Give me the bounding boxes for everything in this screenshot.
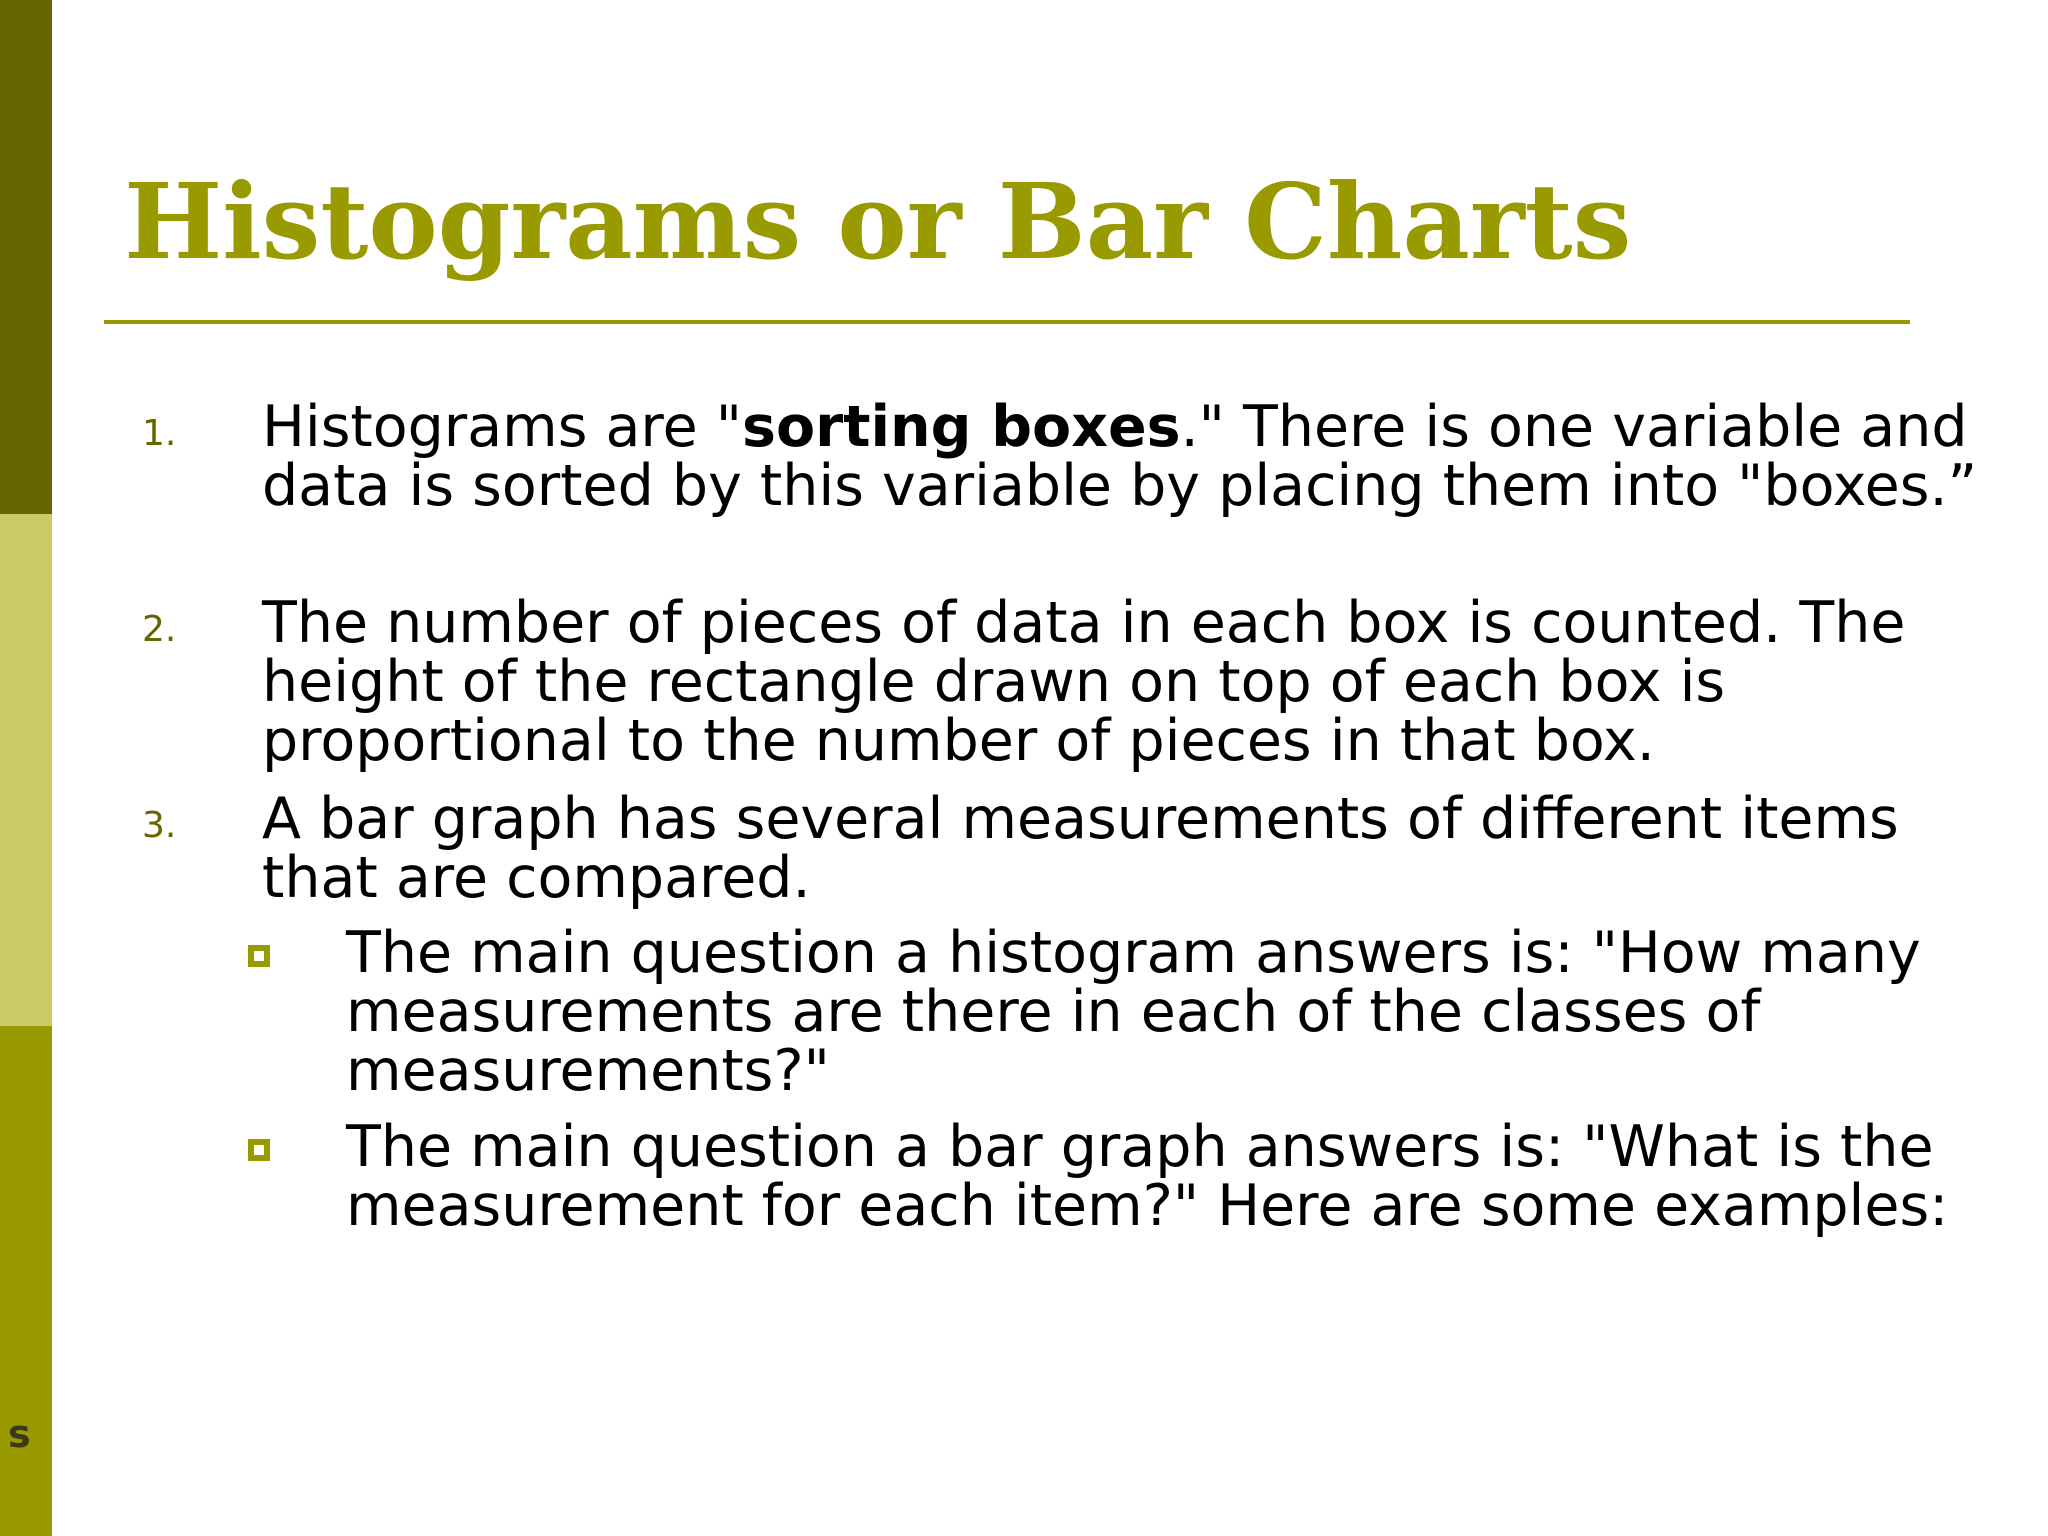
emphasized-term: sorting boxes [742,394,1181,460]
slide-title: Histograms or Bar Charts [124,160,1632,283]
sub-bullet-text: The main question a histogram answers is: "How many measurements are there in each of the classes of measurements?" [346,920,1921,1104]
item-text-part: Histograms are " [262,394,743,460]
item-number: 2. [142,609,177,650]
item-text: The number of pieces of data in each box is counted. The height of the rectangle drawn on top of each box is proportional to the number of pieces in that box. [262,590,1906,774]
sub-bullet-text: The main question a bar graph answers is: "What is the measurement for each item?" Here are some examples: [346,1114,1949,1239]
sidebar-letter: s [8,1412,31,1456]
hollow-square-bullet-icon [248,945,270,967]
item-text-part: ." There is one variable and data is sorted by this variable by placing them into "boxes.” [262,394,1978,519]
item-number: 3. [142,805,177,846]
item-text [262,394,2002,519]
item-number: 1. [142,413,177,454]
hollow-square-bullet-icon [248,1139,270,1161]
item-text: A bar graph has several measurements of different items that are compared. [262,786,1899,911]
